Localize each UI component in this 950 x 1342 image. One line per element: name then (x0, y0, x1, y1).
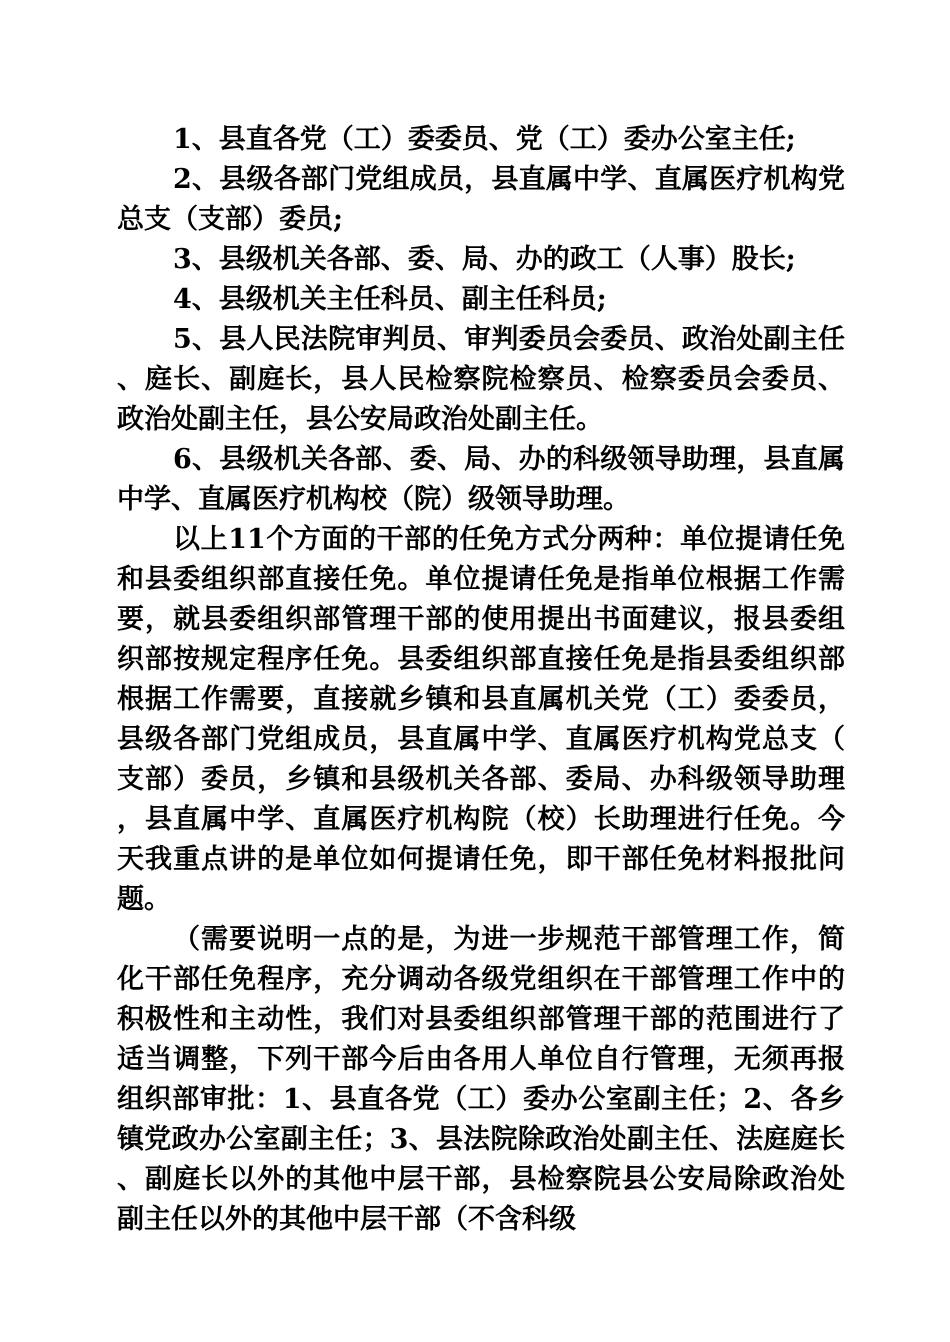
list-item-3: 3、县级机关各部、委、局、办的政工（人事）股长; (173, 244, 796, 275)
list-item-6: 6、县级机关各部、委、局、办的科级领导助理，县直属中学、直属医疗机构校（院）级领导助理。 (117, 444, 845, 515)
list-item-4: 4、县级机关主任科员、副主任科员; (173, 284, 607, 315)
list-item-1: 1、县直各党（工）委委员、党（工）委办公室主任; (173, 124, 796, 155)
list-item-5: 5、县人民法院审判员、审判委员会委员、政治处副主任、庭长、副庭长，县人民检察院检察员、检察委员会委员、政治处副主任，县公安局政治处副主任。 (117, 324, 845, 435)
list-item-2: 2、县级各部门党组成员，县直属中学、直属医疗机构党总支（支部）委员; (117, 164, 845, 235)
summary-paragraph: 以上11个方面的干部的任免方式分两种：单位提请任免和县委组织部直接任免。单位提请任免是指单位根据工作需要，就县委组织部管理干部的使用提出书面建议，报县委组织部按规定程序任免。县委组织部直接任免是指县委组织部根据工作需要，直接就乡镇和县直属机关党（工）委委员，县级各部门党组成员，县直属中学、直属医疗机构党总支（支部）委员，乡镇和县级机关各部、委局、办科级领导助理，县直属中学、直属医疗机构院（校）长助理进行任免。今天我重点讲的是单位如何提请任免，即干部任免材料报批问题。 (117, 524, 845, 915)
note-paragraph: （需要说明一点的是，为进一步规范干部管理工作，简化干部任免程序，充分调动各级党组织在干部管理工作中的积极性和主动性，我们对县委组织部管理干部的范围进行了适当调整，下列干部今后由各用人单位自行管理，无须再报组织部审批：1、县直各党（工）委办公室副主任；2、各乡镇党政办公室副主任；3、县法院除政治处副主任、法庭庭长、副庭长以外的其他中层干部，县检察院县公安局除政治处副主任以外的其他中层干部（不含科级 (117, 924, 845, 1235)
document-body (117, 120, 845, 1240)
